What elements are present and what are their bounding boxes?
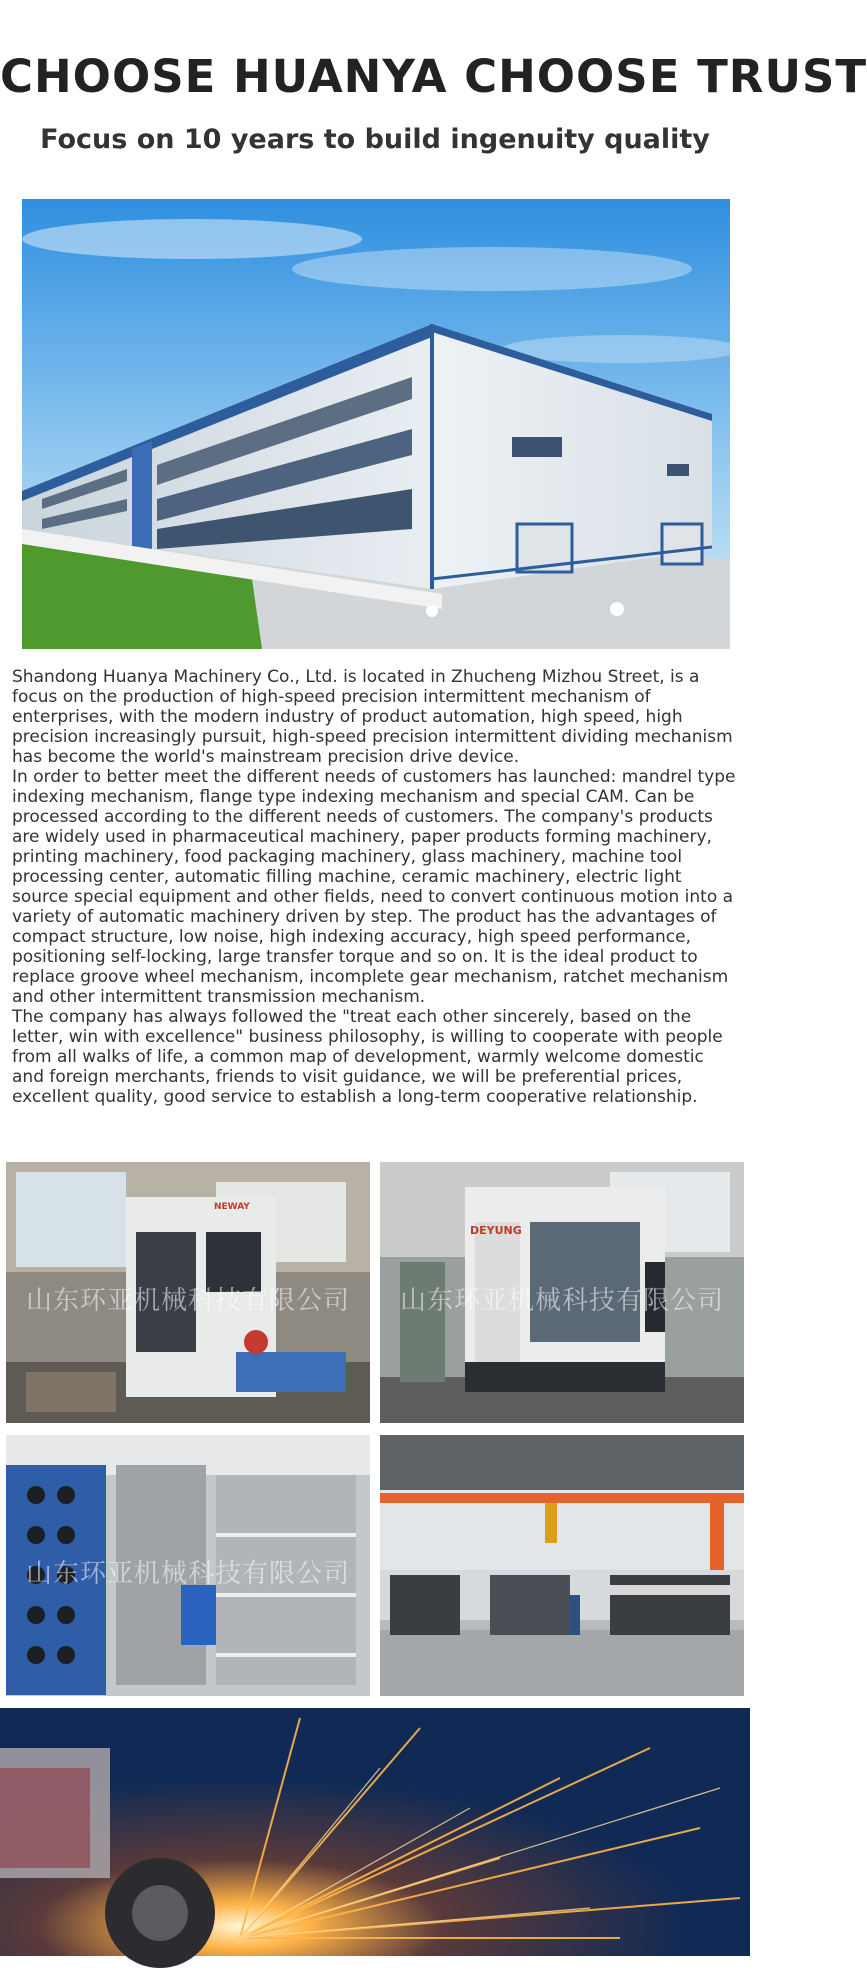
watermark-text: 山东环亚机械科技有限公司 bbox=[25, 1559, 350, 1589]
workshop-crane-photo bbox=[380, 1435, 744, 1696]
cnc-machine-photo-1 bbox=[6, 1162, 370, 1423]
factory-building-image bbox=[22, 199, 730, 649]
intro-paragraph-1: Shandong Huanya Machinery Co., Ltd. is located in Zhucheng Mizhou Street, is a focus on the production of high-speed precision intermittent mechanism of enterprises, with the modern industry of product automation, high speed, high precision increasingly pursuit, high-speed precision intermittent dividing mechanism has become the world's mainstream precision drive device. bbox=[12, 667, 733, 767]
watermark-text: 山东环亚机械科技有限公司 bbox=[399, 1286, 724, 1316]
page-title: CHOOSE HUANYA CHOOSE TRUST bbox=[0, 50, 867, 103]
warehouse-shelves-photo bbox=[6, 1435, 370, 1696]
machine-brand-label: NEWAY bbox=[214, 1202, 250, 1212]
watermark-text: 山东环亚机械科技有限公司 bbox=[25, 1286, 350, 1316]
page-subtitle: Focus on 10 years to build ingenuity quality bbox=[40, 124, 710, 155]
intro-paragraph-2: In order to better meet the different needs of customers has launched: mandrel type indexing mechanism, flange type indexing mechanism and special CAM. Can be processed according to the different needs of customers. The company's products are widely used in pharmaceutical machinery, paper products forming machinery, printing machinery, food packaging machinery, glass machinery, machine tool processing center, automatic filling machine, ceramic machinery, electric light source special equipment and other fields, need to convert continuous motion into a variety of automatic machinery driven by step. The product has the advantages of compact structure, low noise, high indexing accuracy, high speed performance, positioning self-locking, large transfer torque and so on. It is the ideal product to replace groove wheel mechanism, incomplete gear mechanism, ratchet mechanism and other intermittent transmission mechanism. bbox=[12, 767, 736, 1007]
cnc-machine-photo-2 bbox=[380, 1162, 744, 1423]
company-introduction bbox=[12, 667, 738, 1107]
welding-sparks-banner bbox=[0, 1708, 750, 1956]
intro-paragraph-3: The company has always followed the "treat each other sincerely, based on the letter, win with excellence" business philosophy, is willing to cooperate with people from all walks of life, a common map of development, warmly welcome domestic and foreign merchants, friends to visit guidance, we will be preferential prices, excellent quality, good service to establish a long-term cooperative relationship. bbox=[12, 1007, 723, 1107]
machine-brand-label: DEYUNG bbox=[470, 1224, 522, 1237]
